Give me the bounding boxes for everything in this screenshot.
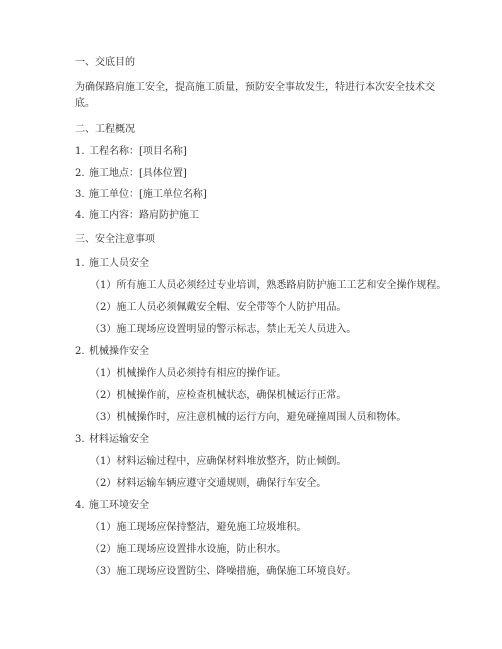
safety-sub-item: （2）材料运输车辆应遵守交通规则，确保行车安全。 [90,478,327,489]
group-number: 1. [75,258,85,269]
safety-sub-item: （3）机械操作时，应注意机械的运行方向，避免碰撞周围人员和物体。 [90,412,407,423]
safety-sub-item: （1）机械操作人员必须持有相应的操作证。 [90,368,287,379]
safety-group-title [75,500,149,512]
group-number: 4. [75,500,85,511]
safety-sub-item: （1）所有施工人员必须经过专业培训，熟悉路肩防护施工工艺和安全操作规程。 [90,280,447,291]
item-text: 施工单位：[施工单位名称] [89,189,207,200]
safety-group-title [75,258,149,270]
item-text: 工程名称：[项目名称] [89,146,187,157]
purpose-paragraph: 为确保路肩施工安全，提高施工质量，预防安全事故发生，特进行本次安全技术交底。 [75,82,435,109]
group-title-text: 材料运输安全 [89,434,149,445]
item-text: 施工地点：[具体位置] [89,168,187,179]
overview-item [75,168,187,180]
group-number: 2. [75,346,85,357]
section-heading-overview: 二、工程概况 [75,124,135,135]
group-title-text: 施工人员安全 [89,258,149,269]
group-title-text: 机械操作安全 [89,346,149,357]
item-number: 4. [75,210,85,221]
overview-item [75,189,207,201]
group-title-text: 施工环境安全 [89,500,149,511]
overview-item [75,210,199,222]
safety-group-title [75,434,149,446]
group-number: 3. [75,434,85,445]
section-heading-purpose: 一、交底目的 [75,57,135,68]
safety-sub-item: （2）施工人员必须佩戴安全帽、安全带等个人防护用品。 [90,302,347,313]
item-number: 2. [75,168,85,179]
section-heading-safety: 三、安全注意事项 [75,234,155,245]
safety-sub-item: （3）施工现场应设置防尘、降噪措施，确保施工环境良好。 [90,566,357,577]
item-number: 1. [75,146,85,157]
safety-sub-item: （2）机械操作前，应检查机械状态，确保机械运行正常。 [90,390,347,401]
safety-group-title [75,346,149,358]
item-text: 施工内容：路肩防护施工 [89,210,199,221]
safety-sub-item: （1）施工现场应保持整洁，避免施工垃圾堆积。 [90,522,307,533]
safety-sub-item: （3）施工现场应设置明显的警示标志，禁止无关人员进入。 [90,324,357,335]
overview-item [75,146,187,158]
safety-sub-item: （1）材料运输过程中，应确保材料堆放整齐，防止倾倒。 [90,456,347,467]
safety-sub-item: （2）施工现场应设置排水设施，防止积水。 [90,544,287,555]
item-number: 3. [75,189,85,200]
